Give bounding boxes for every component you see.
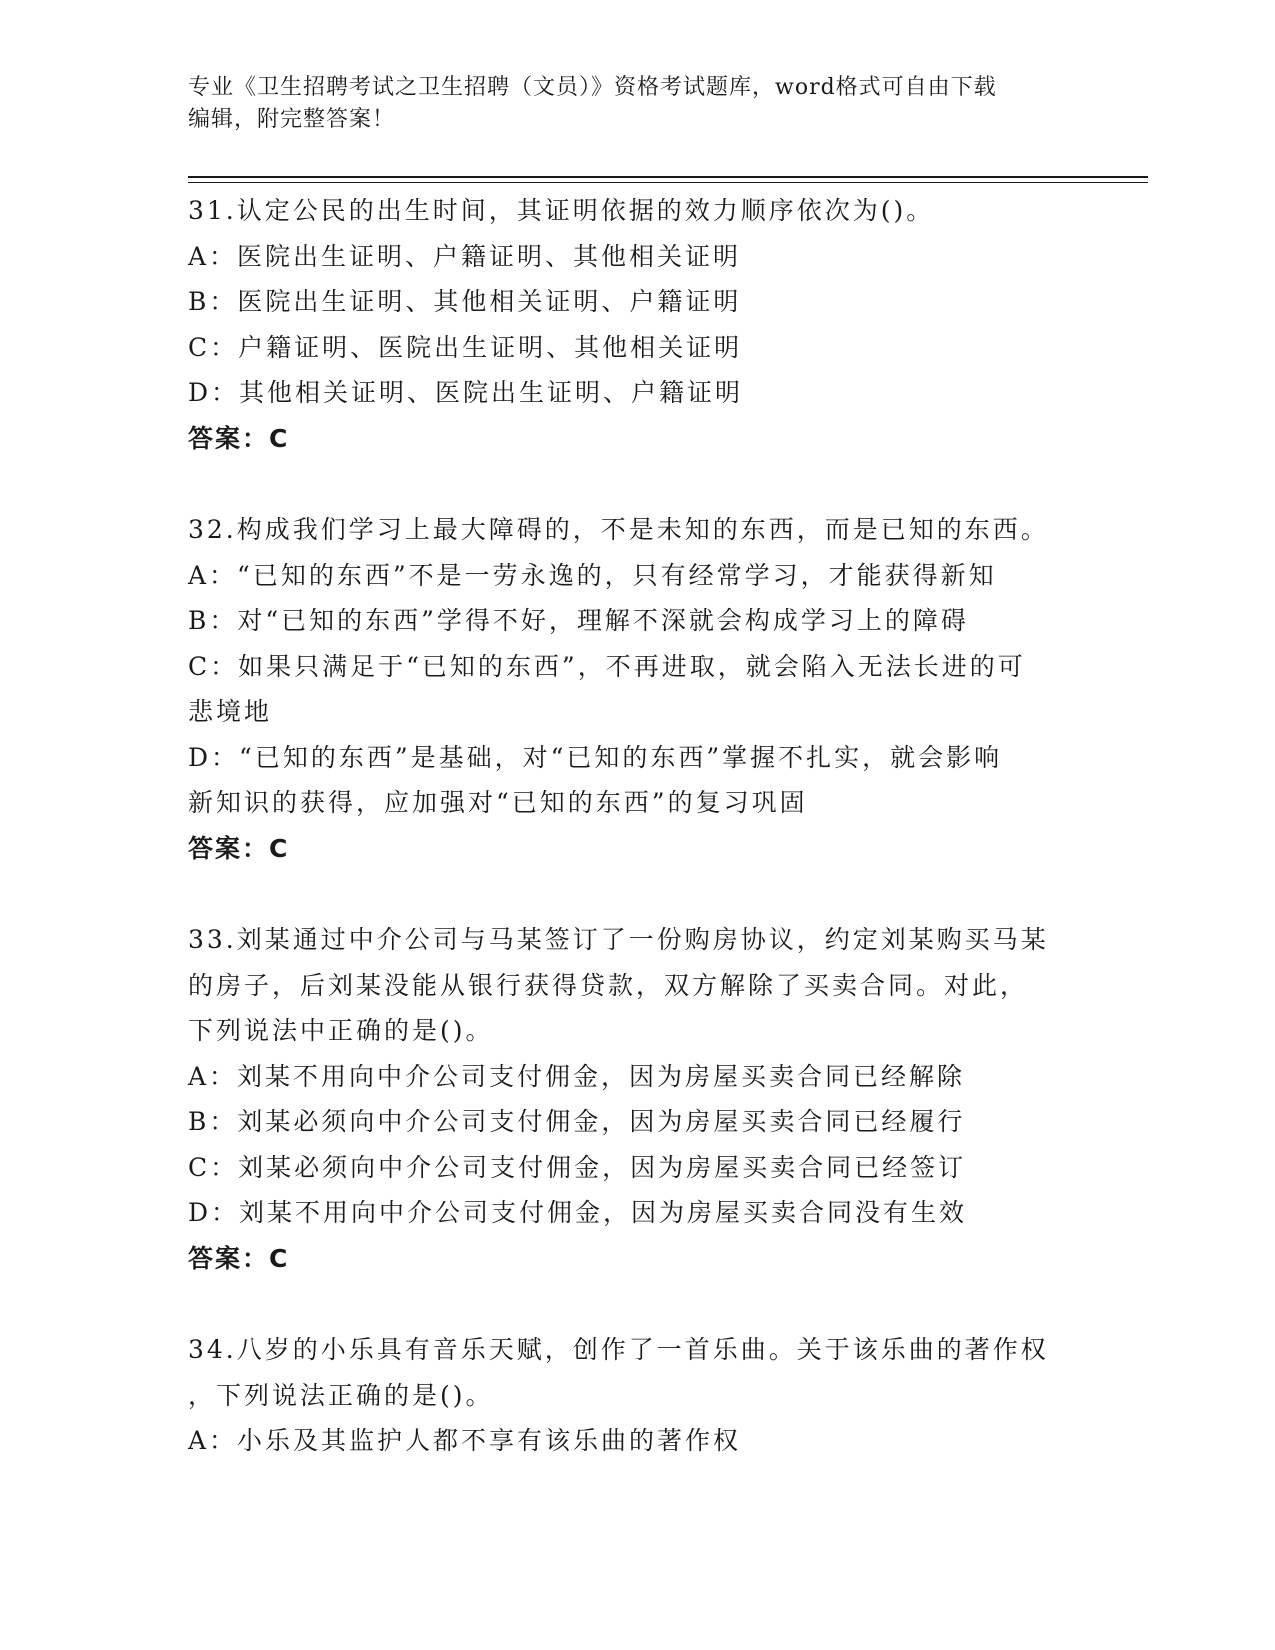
question-stem: 33.刘某通过中介公司与马某签订了一份购房协议，约定刘某购买马某 [188,925,1049,954]
answer: 答案：C [188,833,290,863]
question-stem: 32.构成我们学习上最大障碍的，不是未知的东西，而是已知的东西。 [188,515,1049,544]
option-c: C：刘某必须向中介公司支付佣金，因为房屋买卖合同已经签订 [188,1152,967,1182]
document-header [188,72,1088,136]
header-line: 编辑，附完整答案！ [188,107,396,132]
option-d: D：刘某不用向中介公司支付佣金，因为房屋买卖合同没有生效 [188,1198,968,1227]
question-31 [188,188,1088,461]
question-33 [188,917,1088,1281]
question-stem-continued: 下列说法中正确的是()。 [188,1016,494,1045]
question-34 [188,1327,1088,1464]
answer: 答案：C [188,1243,290,1273]
question-stem-continued: ，下列说法正确的是()。 [188,1380,494,1410]
question-stem-continued: 的房子，后刘某没能从银行获得贷款，双方解除了买卖合同。对此， [188,970,1029,1000]
header-line: 专业《卫生招聘考试之卫生招聘（文员）》资格考试题库，word格式可自由下载 [188,75,997,100]
option-a: A：小乐及其监护人都不享有该乐曲的著作权 [188,1426,742,1455]
option-d: D：“已知的东西”是基础，对“已知的东西”掌握不扎实，就会影响 [188,742,1003,772]
option-d: D：其他相关证明、医院出生证明、户籍证明 [188,378,744,407]
option-c: C：户籍证明、医院出生证明、其他相关证明 [188,332,743,362]
option-d-continued: 新知识的获得，应加强对“已知的东西”的复习巩固 [188,788,808,817]
header-divider-thick [188,176,1148,178]
question-list [188,188,1088,1510]
answer: 答案：C [188,423,290,453]
question-stem: 31.认定公民的出生时间，其证明依据的效力顺序依次为()。 [188,196,935,225]
option-c-continued: 悲境地 [188,697,273,726]
option-b: B：对“已知的东西”学得不好，理解不深就会构成学习上的障碍 [188,606,969,635]
question-32 [188,507,1088,871]
header-divider-thin [188,182,1148,183]
question-stem: 34.八岁的小乐具有音乐天赋，创作了一首乐曲。关于该乐曲的著作权 [188,1335,1049,1364]
option-c: C：如果只满足于“已知的东西”，不再进取，就会陷入无法长进的可 [188,651,1026,681]
option-a: A：“已知的东西”不是一劳永逸的，只有经常学习，才能获得新知 [188,560,997,590]
option-b: B：医院出生证明、其他相关证明、户籍证明 [188,287,742,316]
option-a: A：刘某不用向中介公司支付佣金，因为房屋买卖合同已经解除 [188,1061,966,1091]
option-b: B：刘某必须向中介公司支付佣金，因为房屋买卖合同已经履行 [188,1107,966,1136]
option-a: A：医院出生证明、户籍证明、其他相关证明 [188,241,742,271]
